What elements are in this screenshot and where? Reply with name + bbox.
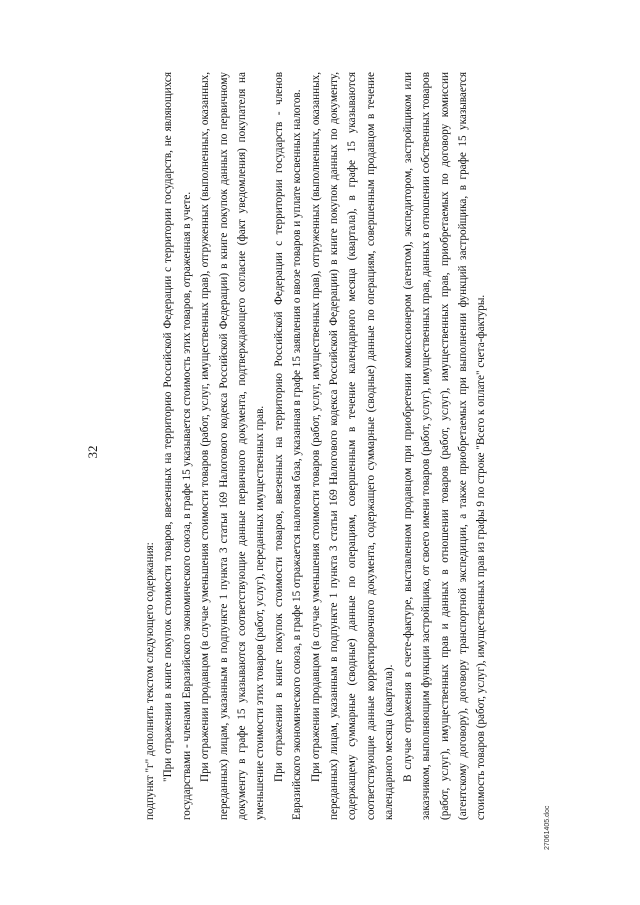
file-name-footer: 27061405.doc	[544, 805, 551, 850]
page-number: 32	[85, 445, 100, 459]
document-body	[141, 72, 491, 820]
paragraph: При отражении продавцом (в случае уменьшения стоимости товаров (работ, услуг, имущественных прав), отгруженных (выполненных, оказанных, переданных) лицам, указанным в подпункте 1 пункта 3 статьи 169 Налогового кодекса Российской Федерации) в книге покупок данных по первичному документу в графе 15 указываются соответствующие данные первичного документа, подтверждающего согласие (факт уведомления) покупателя на уменьшение стоимости этих товаров (работ, услуг), переданных имущественных прав.	[199, 72, 267, 820]
paragraph: При отражении в книге покупок стоимости товаров, ввезенных на территорию Российской Федерации с территории государств - членов Евразийского экономического союза, в графе 15 отражается налоговая база, указанная в графе 15 заявления о ввозе товаров и уплате косвенных налогов.	[272, 72, 304, 820]
paragraph: "При отражении в книге покупок стоимости товаров, ввезенных на территорию Российской Федерации с территории государств, не являющихся государствами - членами Евразийского экономического союза, в графе 15 указывается стоимость этих товаров, отраженная в учете.	[162, 72, 193, 820]
paragraph: В случае отражения в счете-фактуре, выставленном продавцом при приобретении комиссионером (агентом), экспедитором, застройщиком или заказчиком, выполняющим функции застройщика, от своего имени товаров (работ, услуг), имущественных прав, данных в отношении собственных товаров (работ, услуг), имущественных прав и данных в отношении товаров (работ, услуг), имущественных прав, приобретаемых по договору комиссии (агентскому договору), договору транспортной экспедиции, а также приобретаемых при выполнении функций застройщика, в графе 15 указывается стоимость товаров (работ, услуг), имущественных прав из графы 9 по строке "Всего к оплате" счета-фактуры.	[401, 72, 488, 820]
rotated-page-content	[85, 52, 555, 852]
paragraph: При отражении продавцом (в случае уменьшения стоимости товаров (работ, услуг, имущественных прав), отгруженных (выполненных, оказанных, переданных) лицам, указанным в подпункте 1 пункта 3 статьи 169 Налогового кодекса Российской Федерации) в книге покупок данных по документу, содержащему суммарные (сводные) данные по операциям, совершенным в течение календарного месяца (квартала), в графе 15 указываются соответствующие данные корректировочного документа, содержащего суммарные (сводные) данные по операциям, совершенным продавцом в течение календарного месяца (квартала).	[309, 72, 396, 820]
paragraph-intro: подпункт "г" дополнить текстом следующего содержания:	[144, 542, 156, 820]
